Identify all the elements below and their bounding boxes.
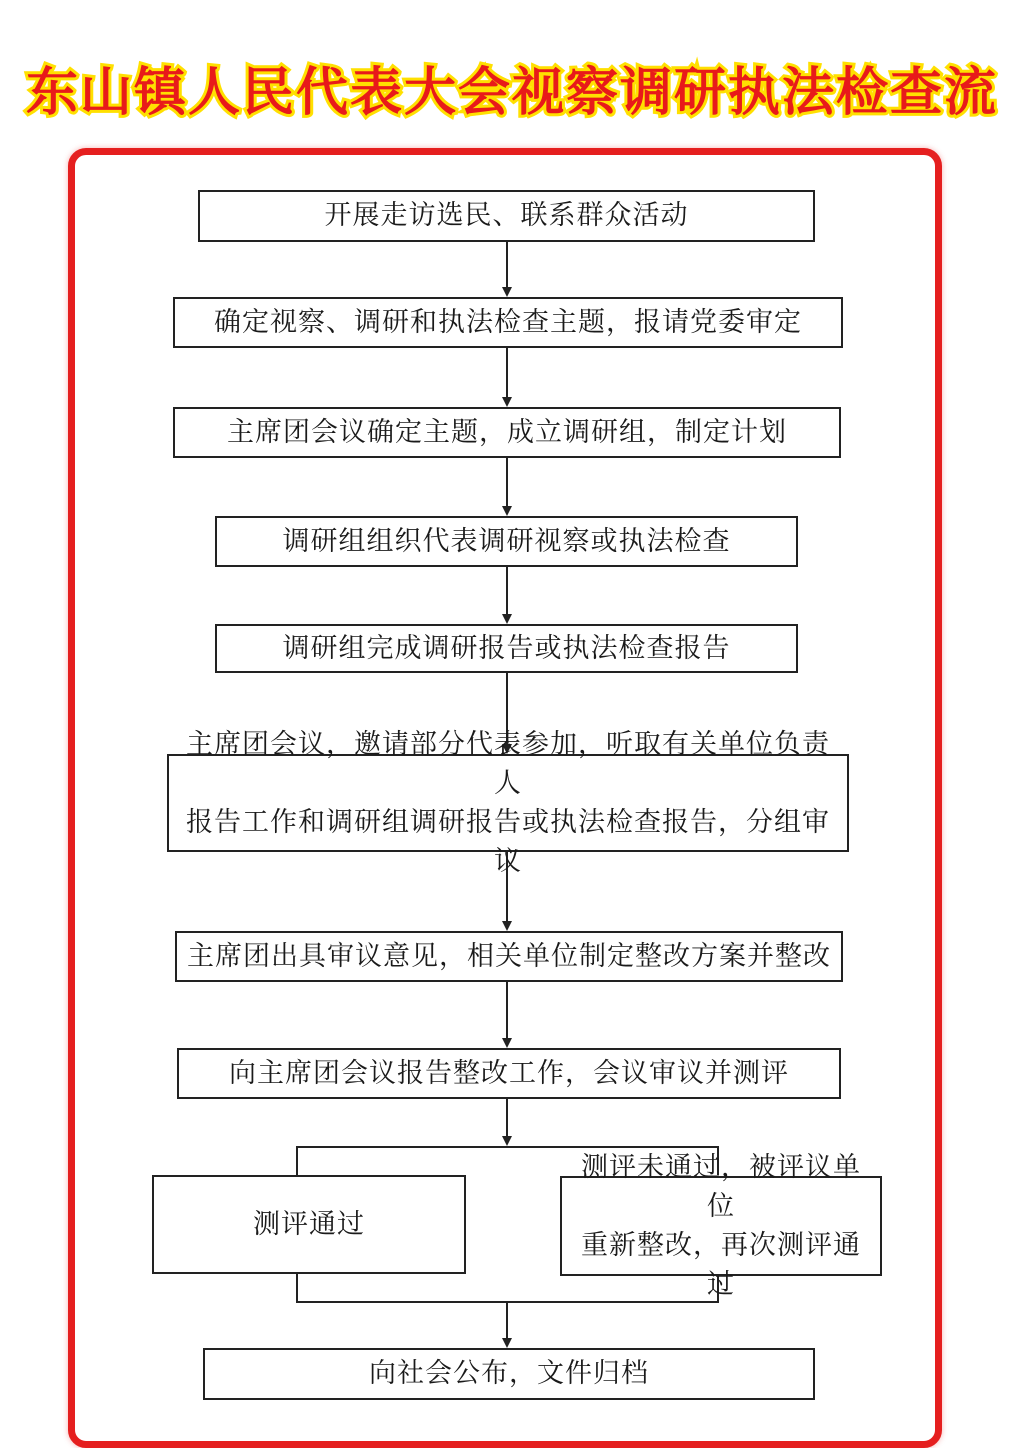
- step-4-text: 调研组组织代表调研视察或执法检查: [282, 525, 731, 557]
- page-title: 东山镇人民代表大会视察调研执法检查流: [25, 63, 998, 123]
- step-6-line-2: 报告工作和调研组调研报告或执法检查报告，分组审议: [186, 807, 830, 878]
- step-3-text: 主席团会议确定主题，成立调研组，制定计划: [227, 416, 787, 448]
- step-6-box: [167, 728, 849, 878]
- branch-pass-text: 测评通过: [253, 1208, 365, 1240]
- branch-fail-box: [560, 1151, 882, 1301]
- branch-pass-box: [152, 1175, 466, 1274]
- step-7-box: [175, 931, 843, 982]
- branch-fail-line-1: 测评未通过，被评议单位: [581, 1151, 861, 1222]
- step-7-text: 主席团出具审议意见，相关单位制定整改方案并整改: [187, 940, 831, 972]
- step-8-text: 向主席团会议报告整改工作，会议审议并测评: [229, 1057, 789, 1089]
- step-6-line-1: 主席团会议，邀请部分代表参加，听取有关单位负责人: [186, 728, 830, 799]
- step-4-box: [215, 516, 798, 567]
- step-2-text: 确定视察、调研和执法检查主题，报请党委审定: [214, 306, 802, 338]
- branch-fail-line-2: 重新整改，再次测评通过: [581, 1230, 861, 1301]
- step-8-box: [177, 1048, 841, 1099]
- final-text: 向社会公布，文件归档: [369, 1358, 649, 1390]
- final-box: [203, 1348, 815, 1400]
- step-5-box: [215, 624, 798, 673]
- step-3-box: [173, 407, 841, 458]
- step-2-box: [173, 297, 843, 348]
- step-5-text: 调研组完成调研报告或执法检查报告: [282, 632, 731, 664]
- step-1-box: [198, 190, 815, 242]
- step-1-text: 开展走访选民、联系群众活动: [324, 200, 689, 232]
